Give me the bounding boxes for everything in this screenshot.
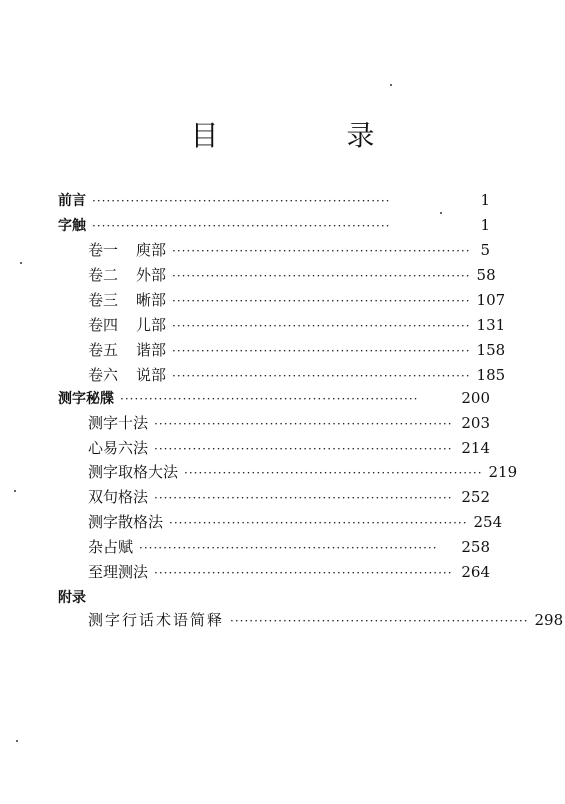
toc-entry-label: 卷四 儿部: [88, 316, 167, 334]
page-title: 目 录: [190, 119, 425, 152]
toc-entry-label: 前言: [58, 193, 86, 209]
leader-dots: ······························································: [92, 194, 391, 208]
toc-page-number: 131: [476, 316, 506, 334]
toc-entry-cezi-qugedafa[interactable]: [88, 461, 518, 483]
toc-entry-label: 字触: [58, 218, 86, 234]
toc-entry-label: 卷六 说部: [88, 366, 167, 384]
leader-dots: ······························································: [172, 319, 471, 333]
scan-speck: [390, 84, 392, 86]
toc-entry-label: 测字散格法: [88, 513, 164, 531]
toc-page-number: 298: [534, 611, 564, 629]
toc-entry-label: 测字取格大法: [88, 463, 179, 481]
toc-entry-label: 卷五 谐部: [88, 341, 167, 359]
toc-entry-cezi-sangefa[interactable]: [88, 511, 503, 533]
toc-page-number: 1: [480, 216, 490, 234]
toc-entry-xinyi-liufa[interactable]: [88, 437, 490, 459]
toc-entry-zazhanfu[interactable]: [88, 536, 490, 558]
toc-entry-label: 测字秘牒: [58, 391, 114, 407]
toc-entry-juan-3[interactable]: [88, 289, 506, 311]
leader-dots: ······························································: [154, 491, 453, 505]
toc-entry-label: 测字行话术语简释: [88, 611, 225, 629]
toc-page-number: 254: [473, 513, 503, 531]
toc-entry-juan-6[interactable]: [88, 364, 506, 386]
toc-entry-zichu[interactable]: [58, 214, 490, 236]
toc-entry-label: 卷一 庾部: [88, 241, 167, 259]
leader-dots: ······························································: [154, 442, 453, 456]
toc-entry-cezi-shifa[interactable]: [88, 412, 490, 434]
leader-dots: ······························································: [172, 269, 471, 283]
leader-dots: ······························································: [154, 417, 453, 431]
leader-dots: ······························································: [139, 541, 438, 555]
toc-entry-label: 卷二 外部: [88, 266, 167, 284]
toc-entry-juan-5[interactable]: [88, 339, 506, 361]
toc-entry-cezi-midie[interactable]: [58, 387, 490, 409]
toc-page-number: 1: [480, 191, 490, 209]
leader-dots: ······························································: [172, 294, 471, 308]
toc-page-number: 158: [476, 341, 506, 359]
toc-page-number: 185: [476, 366, 506, 384]
leader-dots: ······························································: [120, 392, 419, 406]
toc-page-number: 252: [461, 488, 490, 506]
leader-dots: ······························································: [172, 244, 471, 258]
scan-speck: [16, 740, 18, 742]
leader-dots: ······························································: [169, 516, 468, 530]
leader-dots: ······························································: [184, 466, 483, 480]
toc-page-number: 5: [480, 241, 490, 259]
leader-dots: ······························································: [230, 614, 529, 628]
toc-entry-juan-4[interactable]: [88, 314, 506, 336]
scan-speck: [440, 212, 442, 214]
scan-speck: [20, 262, 22, 264]
toc-entry-label: 测字十法: [88, 414, 149, 432]
toc-entry-label: 双句格法: [88, 488, 149, 506]
toc-entry-zhili-cefa[interactable]: [88, 561, 490, 583]
leader-dots: ······························································: [92, 219, 391, 233]
toc-entry-preface[interactable]: [58, 189, 490, 211]
toc-entry-hanghua-shuyu[interactable]: [88, 609, 564, 631]
toc-entry-label: 心易六法: [88, 439, 149, 457]
toc-page-number: 214: [461, 439, 490, 457]
toc-page-number: 58: [476, 266, 496, 284]
toc-page-number: 219: [488, 463, 518, 481]
toc-entry-shuangju-gefa[interactable]: [88, 486, 490, 508]
toc-entry-label: 卷三 晰部: [88, 291, 167, 309]
toc-entry-juan-1[interactable]: [88, 239, 490, 261]
toc-page-number: 107: [476, 291, 506, 309]
leader-dots: ······························································: [172, 369, 471, 383]
toc-page-number: 264: [461, 563, 490, 581]
toc-entry-label: 杂占赋: [88, 538, 134, 556]
toc-page-number: 200: [461, 389, 490, 407]
toc-entry-juan-2[interactable]: [88, 264, 496, 286]
toc-page-number: 203: [461, 414, 490, 432]
leader-dots: ······························································: [154, 566, 453, 580]
appendix-heading: 附录: [58, 590, 86, 606]
toc-entry-label: 至理测法: [88, 563, 149, 581]
scan-speck: [14, 490, 16, 492]
leader-dots: ······························································: [172, 344, 471, 358]
toc-page-number: 258: [461, 538, 490, 556]
